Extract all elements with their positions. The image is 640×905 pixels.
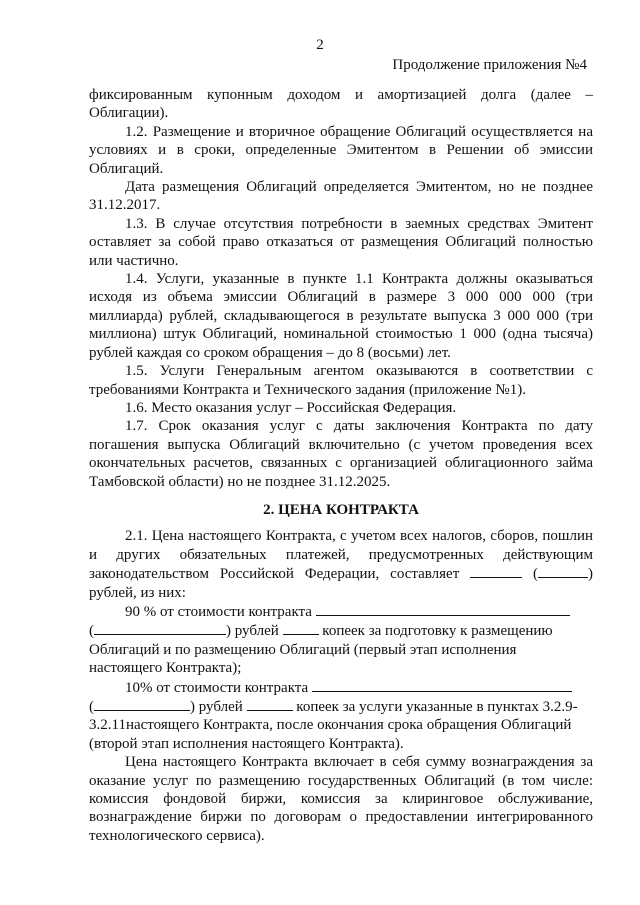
paragraph-first-stage: 90 % от стоимости контракта ( ) рублей копеек за подготовку к размещению Облигаций и по размещению Облигаций (первый этап исполнения настоящего Контракта); [89, 602, 593, 678]
first-stage-label: 90 % от стоимости контракта [125, 603, 312, 620]
paragraph-price-includes: Цена настоящего Контракта включает в себя сумму вознаграждения за оказание услуг по размещению государственных Облигаций (в том числе: комиссия фондовой биржи, комиссия за клиринговое обслуживание, вознаграждение биржи по договорам о предоставлении интегрированного технологического сервиса). [89, 754, 593, 844]
paragraph-placement-date: Дата размещения Облигаций определяется Эмитентом, но не позднее 31.12.2017. [89, 179, 593, 214]
first-stage-rubles: рублей [234, 623, 279, 640]
paragraph-2-1-text: 2.1. Цена настоящего Контракта, с учетом всех налогов, сборов, пошлин и других обязательных платежей, предусмотренных действующим законодательством Российской Федерации, составляет [89, 528, 593, 583]
paragraph-1-5: 1.5. Услуги Генеральным агентом оказываются в соответствии с требованиями Контракта и Технического задания (приложение №1). [89, 363, 593, 398]
price-amount-blank [470, 564, 522, 578]
page-number: 2 [316, 37, 324, 53]
paragraph-1-3: 1.3. В случае отсутствия потребности в заемных средствах Эмитент оставляет за собой право отказаться от размещения Облигаций полностью или частично. [89, 215, 593, 269]
paragraph-1-4: 1.4. Услуги, указанные в пункте 1.1 Контракта должны оказываться исходя из объема эмиссии Облигаций в размере 3 000 000 000 (три миллиарда) рублей, складывающегося в результате выпуска 3 000 000 (три миллиона) штук Облигаций, номинальной стоимостью 1 000 (одна тысяча) рублей каждая со сроком обращения – до 8 (восьми) лет. [89, 271, 593, 361]
paragraph-1-6: 1.6. Место оказания услуг – Российская Федерация. [125, 399, 457, 416]
second-stage-rubles: рублей [198, 699, 243, 715]
document-body [89, 86, 593, 845]
first-stage-amount-blank [316, 602, 570, 616]
second-stage-label: 10% от стоимости контракта [125, 679, 309, 696]
second-stage-words-blank [94, 697, 190, 711]
price-words-blank [538, 564, 588, 578]
section-heading: 2. ЦЕНА КОНТРАКТА [263, 501, 419, 518]
paragraph-1-2: 1.2. Размещение и вторичное обращение Облигаций осуществляется на условиях и в сроки, определенные Эмитентом в Решении об эмиссии Облигаций. [89, 123, 593, 177]
second-stage-text: копеек за услуги указанные в пунктах 3.2.9-3.2.11настоящего Контракта, после окончания срока обращения Облигаций (второй этап исполнения настоящего Контракта). [89, 699, 578, 752]
first-stage-kopecks-blank [283, 621, 319, 635]
appendix-note: Продолжение приложения №4 [392, 57, 587, 73]
paragraph-second-stage: 10% от стоимости контракта ( ) рублей копеек за услуги указанные в пунктах 3.2.9-3.2.11настоящего Контракта, после окончания срока обращения Облигаций (второй этап исполнения настоящего Контракта). [89, 679, 578, 752]
paragraph-continuation: фиксированным купонным доходом и амортизацией долга (далее – Облигации). [89, 87, 593, 122]
first-stage-text: копеек за подготовку к размещению Облигаций и по размещению Облигаций (первый этап исполнения настоящего Контракта); [89, 623, 553, 677]
paragraph-2-1-end: рублей, из них: [89, 584, 186, 601]
paragraph-1-7: 1.7. Срок оказания услуг с даты заключения Контракта по дату погашения выпуска Облигаций включительно (с учетом проведения всех окончательных расчетов, связанных с организацией облигационного займа Тамбовской области) но не позднее 31.12.2025. [89, 418, 593, 490]
second-stage-amount-blank [312, 678, 572, 692]
paragraph-2-1: 2.1. Цена настоящего Контракта, с учетом всех налогов, сборов, пошлин и других обязательных платежей, предусмотренных действующим законодательством Российской Федерации, составляет ( ) рублей, из них: [89, 528, 593, 601]
first-stage-words-blank [94, 621, 226, 635]
second-stage-kopecks-blank [247, 697, 293, 711]
